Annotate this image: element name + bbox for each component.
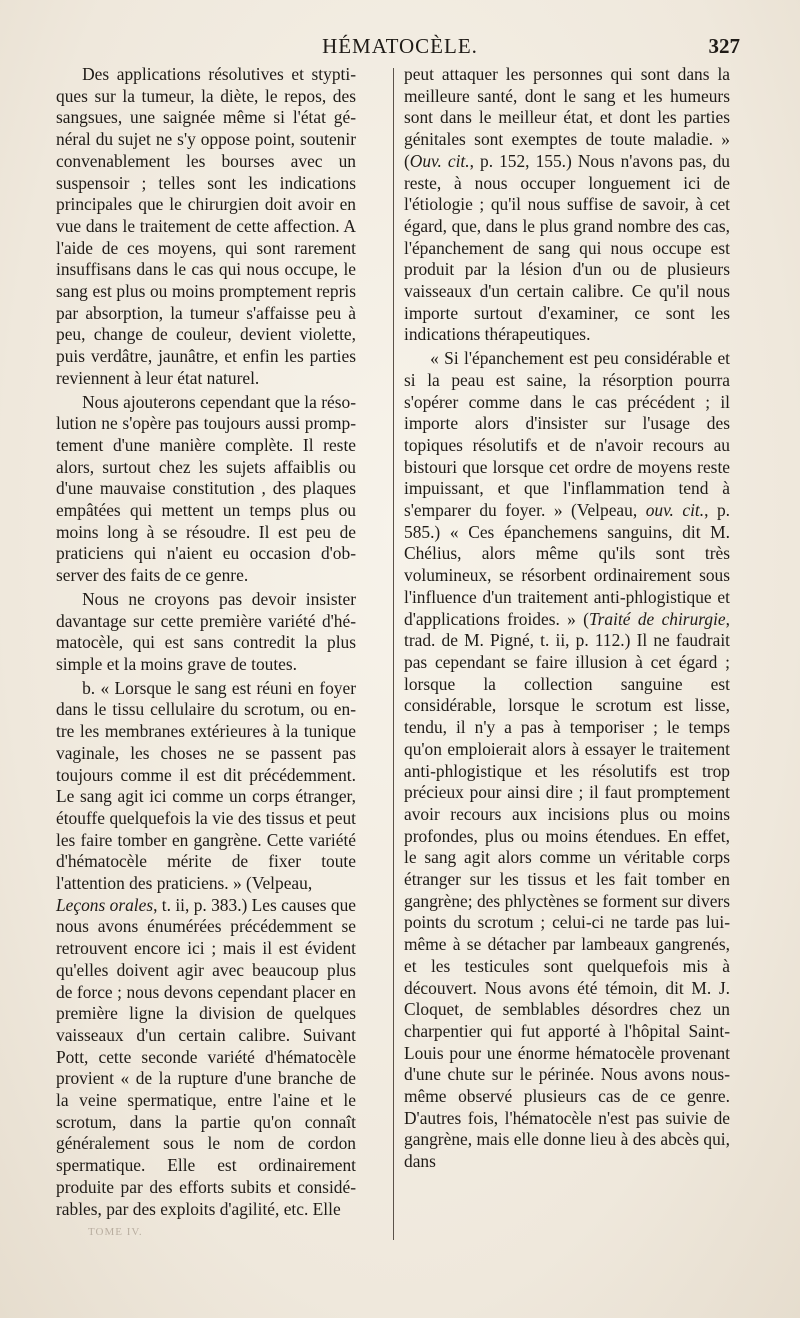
- page-number: 327: [708, 34, 740, 58]
- right-paragraph-2-text-a: « Si l'épanchement est peu considérable et si la peau est saine, la résorption pourra s'opérer comme dans le cas précédent ; il importe alors d'insister sur l'usage des topiques résolutifs et de n'avoir recours au bistouri que lorsque cet ordre de moyens reste impuissant, et que l'inflammation tend à s'emparer du foyer. » (Velpeau,: [404, 348, 730, 521]
- signature-mark: TOME IV.: [88, 1226, 143, 1238]
- left-paragraph-4-text-b: , t. ii, p. 383.) Les causes que nous avons énumérées précédemment se retrouvent encore ici ; mais il est évident qu'elles doivent agir avec beaucoup plus de force ; nous devons cependant placer en première ligne la division de quelques vaisseaux d'un certain calibre. Suivant Pott, cette seconde variété d'hématocèle provient « de la rupture d'une branche de la veine spermatique, entre l'aine et le scrotum, dans la partie qu'on connaît généralement sous le nom de cordon spermatique. Elle est ordinairement produite par des efforts subits et considérables, par des exploits d'agilité, etc. Elle: [56, 894, 356, 1219]
- right-paragraph-1-text-a: peut attaquer les personnes qui sont dans la meilleure santé, dont le sang et les humeurs sont dans le meilleur état, et dont les parties génitales sont exemptes de toute maladie. » (: [404, 64, 730, 171]
- right-paragraph-2-reference-2: Traité de chirurgie: [588, 608, 726, 629]
- right-paragraph-2-reference-1: ouv. cit.: [645, 500, 705, 521]
- column-divider: [393, 68, 394, 1240]
- left-column: [56, 64, 356, 1220]
- left-paragraph-2: Nous ajouterons cependant que la résolution ne s'opère pas toujours aussi promptement d'une manière complète. Il reste alors, surtout chez les sujets affaiblis ou d'une mauvaise constitution , des plaques empâtées qui mettent un temps plus ou moins long à se résoudre. Il est peu de praticiens qui n'aient eu occasion d'observer des faits de ce genre.: [56, 391, 356, 586]
- left-paragraph-4-text-a: b. « Lorsque le sang est réuni en foyer dans le tissu cellulaire du scrotum, ou entre les membranes extérieures à la tunique vaginale, les choses ne se passent pas toujours comme il est dit précédemment. Le sang agit ici comme un corps étranger, étouffe quelquefois la vie des tissus et peut les faire tomber en gangrène. Cette variété d'hématocèle mérite de fixer toute l'attention des praticiens. » (Velpeau,: [56, 677, 356, 894]
- left-paragraph-4: [56, 678, 356, 1221]
- right-paragraph-1: [404, 64, 730, 346]
- right-paragraph-1-reference: Ouv. cit.: [409, 150, 470, 171]
- left-paragraph-1: Des applications résolutives et styptiques sur la tumeur, la diète, le repos, des sangsues, une saignée même si l'état général du sujet ne s'y oppose point, soutenir convenablement les bourses avec un suspensoir ; telles sont les indications principales que le chirurgien doit avoir en vue dans le traitement de cette affection. A l'aide de ces moyens, qui sont rarement insuffisans dans le cas qui nous occupe, le sang est plus ou moins promptement repris par absorption, la tumeur s'affaisse peu à peu, change de couleur, devient violette, puis verdâtre, jaunâtre, et enfin les parties reviennent à leur état naturel.: [56, 64, 356, 388]
- right-paragraph-2: [404, 348, 730, 1173]
- right-paragraph-2-text-c: , trad. de M. Pigné, t. ii, p. 112.) Il ne faudrait pas cependant se faire illusion à cet égard ; lorsque la collection sanguine est considérable, lorsque le scrotum est lisse, tendu, il n'y a pas à temporiser ; le temps qu'on emploierait alors à essayer le traitement anti-phlogistique et les résolutifs est trop précieux pour ainsi dire ; il faut promptement avoir recours aux incisions plus ou moins profondes, plus ou moins étendues. En effet, le sang agit alors comme un véritable corps étranger sur les tissus et les fait tomber en gangrène; des phlyctènes se forment sur divers points du scrotum ; celui-ci ne tarde pas lui-même à se détacher par lambeaux gangrenés, et les testicules sont quelquefois mis à découvert. Nous avons été témoin, dit M. J. Cloquet, de semblables désordres chez un charpentier qui fut apporté à l'hôpital Saint-Louis pour une énorme hématocèle provenant d'une chute sur le périnée. Nous avons nous-même observé plusieurs cas de ce genre. D'autres fois, l'hématocèle n'est pas suivie de gangrène, mais elle donne lieu à des abcès qui, dans: [404, 608, 730, 1172]
- right-paragraph-1-text-b: , p. 152, 155.) Nous n'avons pas, du reste, à nous occuper longuement ici de l'étiologie ; qu'il nous suffise de savoir, à cet égard, que, dans le plus grand nombre des cas, l'épanchement de sang qui nous occupe est produit par la lésion d'un ou de plusieurs vaisseaux d'un certain calibre. Ce qu'il nous importe surtout d'examiner, ce sont les indications thérapeutiques.: [404, 150, 730, 345]
- left-paragraph-3: Nous ne croyons pas devoir insister davantage sur cette première variété d'hématocèle, qui est sans contredit la plus simple et la moins grave de toutes.: [56, 588, 356, 674]
- right-column: [404, 64, 730, 1173]
- running-title: HÉMATOCÈLE.: [322, 34, 478, 58]
- right-paragraph-2-text-b: , p. 585.) « Ces épanchemens sanguins, dit M. Chélius, alors même qu'ils sont très volumineux, se résorbent ordinairement sous l'influence d'un traitement anti-phlogistique et d'applications froides. » (: [404, 500, 730, 629]
- page-header: [60, 34, 740, 64]
- left-paragraph-4-reference: Leçons orales: [56, 894, 154, 915]
